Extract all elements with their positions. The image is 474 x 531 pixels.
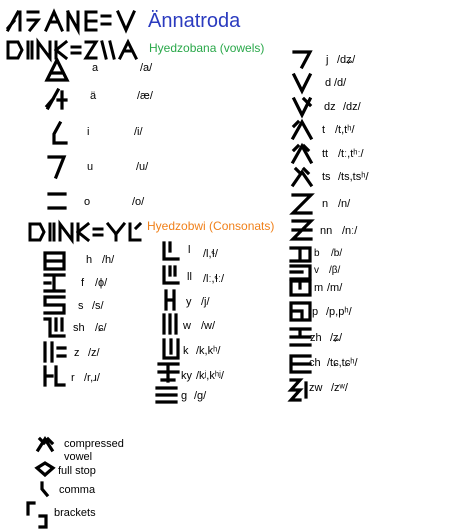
consonant-latin-d: d: [325, 77, 332, 89]
glyph-p: [288, 300, 314, 324]
glyph-y: [160, 288, 182, 312]
consonant-ipa-ts: /ts,tsʰ/: [338, 171, 369, 183]
consonant-latin-s: s: [78, 300, 84, 312]
consonant-latin-nn: nn: [320, 225, 333, 237]
label-brackets: brackets: [54, 507, 96, 519]
glyph-t: [290, 119, 314, 141]
glyph-u: [46, 154, 68, 180]
consonant-ipa-s: /s/: [92, 300, 104, 312]
consonant-ipa-v: /β/: [329, 265, 341, 276]
glyph-b: [288, 244, 314, 264]
consonant-ipa-m: /m/: [327, 282, 343, 294]
consonant-latin-k: k: [183, 345, 189, 357]
consonant-latin-l: l: [188, 244, 191, 256]
consonant-ipa-w: /w/: [201, 320, 216, 332]
glyph-ll: [160, 264, 182, 286]
glyph-o: [46, 188, 68, 214]
title-glyphs: [6, 8, 144, 34]
consonant-latin-ch: ch: [309, 357, 321, 369]
consonant-ipa-nn: /nː/: [342, 225, 358, 237]
glyph-ts: [290, 166, 314, 188]
consonant-latin-dz: dz: [324, 101, 336, 113]
consonant-ipa-g: /g/: [194, 390, 207, 402]
consonant-ipa-j: /dʑ/: [337, 54, 356, 66]
glyph-a: [44, 57, 70, 83]
consonant-latin-v: v: [314, 265, 319, 276]
vowel-ipa-a: /a/: [140, 62, 153, 74]
consonant-ipa-z: /z/: [88, 347, 100, 359]
glyph-nn: [290, 218, 314, 242]
consonant-ipa-ch: /tɕ,tɕʰ/: [327, 357, 358, 369]
glyph-w: [160, 312, 182, 336]
glyph-sh: [42, 316, 68, 340]
label-full-stop: full stop: [58, 465, 96, 477]
glyph-dz: [290, 96, 314, 118]
consonant-ipa-k: /k,kʰ/: [196, 345, 221, 357]
consonant-latin-zh: zh: [310, 332, 322, 344]
consonant-ipa-sh: /ɕ/: [95, 322, 107, 334]
consonant-ipa-y: /j/: [201, 296, 210, 308]
glyph-r: [42, 364, 68, 388]
glyph-z: [42, 340, 68, 364]
vowel-ipa-o: /o/: [132, 196, 145, 208]
consonant-latin-f: f: [81, 277, 85, 289]
glyph-d: [290, 72, 314, 94]
glyph-l: [160, 240, 182, 262]
page-title: Ännatroda: [148, 10, 241, 32]
consonant-ipa-p: /p,pʰ/: [326, 306, 352, 318]
vowel-ipa-u: /u/: [136, 161, 149, 173]
consonant-ipa-dz: /dz/: [343, 101, 361, 113]
vowel-ipa-i: /i/: [134, 126, 143, 138]
glyph-g: [154, 384, 180, 406]
consonant-latin-zw: zw: [309, 382, 323, 394]
vowel-latin-a: a: [92, 62, 99, 74]
vowel-latin-u: u: [87, 161, 94, 173]
glyph-comma: [34, 480, 56, 498]
vowel-latin-i: i: [87, 126, 90, 138]
consonants-header-glyphs: [28, 220, 146, 244]
consonants-header: Hyedzobwi (Consonats): [147, 219, 275, 233]
glyph-j: [290, 48, 314, 70]
consonant-ipa-d: /d/: [334, 77, 347, 89]
vowel-latin-ae: ä: [90, 90, 97, 102]
consonant-ipa-b: /b/: [331, 248, 343, 259]
consonant-ipa-zw: /zʷ/: [331, 382, 348, 394]
glyph-ae: [44, 86, 70, 112]
consonant-ipa-t: /t,tʰ/: [335, 124, 355, 136]
consonant-ipa-ll: /lː,ɬː/: [203, 273, 225, 285]
glyph-f: [42, 272, 68, 294]
glyph-m: [288, 278, 314, 298]
vowels-header: Hyedzobana (vowels): [149, 41, 265, 55]
consonant-ipa-l: /l,ɬ/: [203, 248, 218, 260]
consonant-latin-m: m: [314, 282, 324, 294]
vowel-latin-o: o: [84, 196, 91, 208]
glyph-i: [46, 120, 68, 146]
glyph-compressed-vowel: [34, 436, 56, 454]
consonant-latin-r: r: [71, 372, 75, 384]
vowel-ipa-ae: /æ/: [137, 90, 153, 102]
glyph-brackets: [24, 500, 50, 530]
consonant-ipa-tt: /tː,tʰː/: [338, 148, 364, 160]
vowels-header-glyphs: [6, 38, 146, 62]
consonant-latin-w: w: [183, 320, 191, 332]
glyph-tt: [290, 143, 314, 165]
consonant-latin-ky: ky: [181, 370, 192, 382]
consonant-latin-ts: ts: [322, 171, 331, 183]
consonant-ipa-n: /n/: [338, 198, 351, 210]
consonant-latin-b: b: [314, 248, 320, 259]
consonant-latin-sh: sh: [73, 322, 85, 334]
consonant-latin-n: n: [322, 198, 329, 210]
consonant-ipa-ky: /kʲ,kʰʲ/: [196, 370, 224, 382]
consonant-ipa-zh: /ʑ/: [330, 332, 343, 344]
glyph-s: [42, 294, 68, 316]
glyph-h: [42, 250, 68, 272]
consonant-latin-ll: ll: [187, 271, 192, 283]
consonant-latin-g: g: [181, 390, 188, 402]
consonant-latin-p: p: [312, 306, 319, 318]
consonant-latin-z: z: [74, 347, 80, 359]
consonant-latin-tt: tt: [322, 148, 329, 160]
consonant-ipa-f: /ɸ/: [95, 277, 108, 289]
consonant-latin-j: j: [326, 54, 329, 66]
consonant-latin-h: h: [86, 254, 93, 266]
consonant-ipa-h: /h/: [102, 254, 115, 266]
glyph-full-stop: [34, 460, 56, 478]
glyph-n: [290, 192, 314, 216]
consonant-ipa-r: /r,ɹ/: [84, 372, 100, 384]
consonant-latin-y: y: [186, 296, 192, 308]
consonant-latin-t: t: [322, 124, 326, 136]
glyph-ky: [156, 360, 182, 384]
glyph-k: [160, 337, 182, 361]
label-compressed-vowel: compressed vowel: [64, 438, 124, 463]
label-comma: comma: [59, 484, 96, 496]
